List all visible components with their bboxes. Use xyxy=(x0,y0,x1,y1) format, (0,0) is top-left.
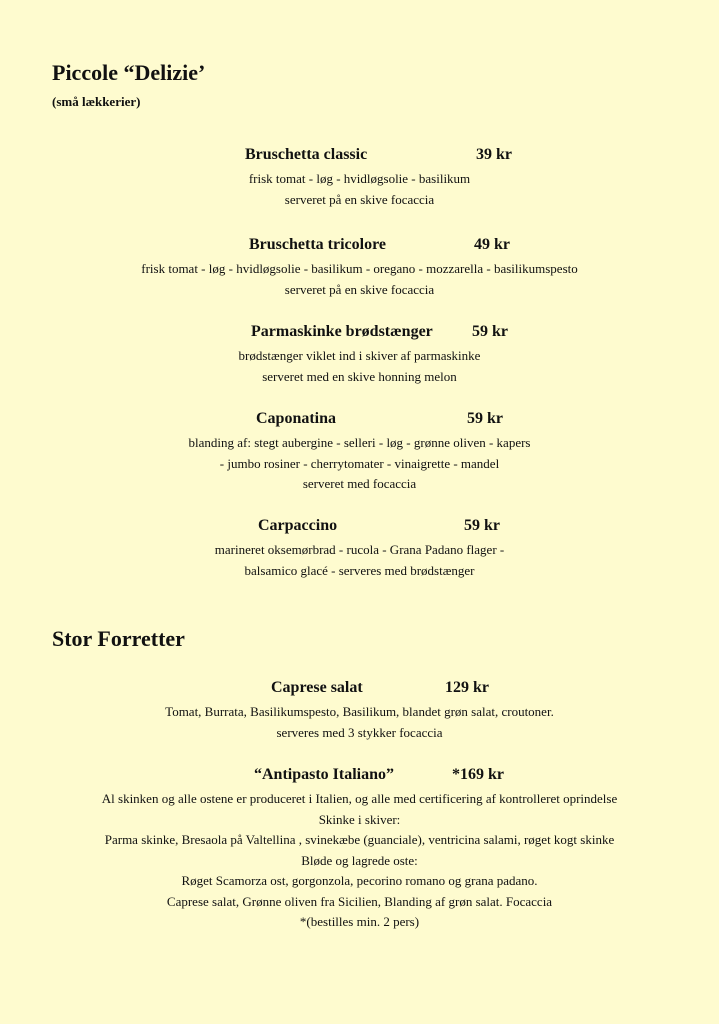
description-line: marineret oksemørbrad - rucola - Grana Padano flager - xyxy=(214,542,505,557)
description-line: Al skinken og alle ostene er produceret i Italien, og alle med certificering af kontrolleret oprindelse xyxy=(101,791,618,806)
description-line: Skinke i skiver: xyxy=(318,811,401,827)
menu-item-name: Parmaskinke brødstænger xyxy=(251,323,433,340)
description-line: Bløde og lagrede oste: xyxy=(301,852,418,868)
menu-item-description xyxy=(0,433,719,495)
description-line: *(bestilles min. 2 pers) xyxy=(299,914,420,929)
menu-item-name: Caprese salat xyxy=(271,679,363,696)
menu-item-caprese-salat xyxy=(0,678,719,743)
menu-item-name: Caponatina xyxy=(256,410,337,427)
menu-item-price: 59 kr xyxy=(472,323,508,340)
description-line: brødstænger viklet ind i skiver af parmaskinke xyxy=(238,348,481,363)
menu-item-description xyxy=(0,169,719,210)
menu-item-price: 39 kr xyxy=(476,146,512,163)
description-line: frisk tomat - løg - hvidløgsolie - basilikum - oregano - mozzarella - basilikumspesto xyxy=(141,261,578,276)
menu-item-antipasto-italiano xyxy=(0,765,719,933)
description-line: serveret på en skive focaccia xyxy=(284,281,435,297)
menu-item-parmaskinke-brodstaenger xyxy=(0,322,719,387)
menu-item-description xyxy=(0,702,719,743)
description-line: serveret med en skive honning melon xyxy=(262,368,457,384)
description-line: balsamico glacé - serveres med brødstænger xyxy=(244,562,475,578)
menu-item-caponatina xyxy=(0,409,719,495)
menu-item-bruschetta-classic xyxy=(0,145,719,210)
menu-item-name: Bruschetta classic xyxy=(245,146,368,163)
description-line: Røget Scamorza ost, gorgonzola, pecorino romano og grana padano. xyxy=(181,873,538,888)
menu-item-price: 49 kr xyxy=(474,236,510,253)
description-line: serveres med 3 stykker focaccia xyxy=(276,724,443,740)
description-line: serveret med focaccia xyxy=(302,476,417,491)
menu-item-name: Bruschetta tricolore xyxy=(249,236,386,253)
description-line: Parma skinke, Bresaola på Valtellina , svinekæbe (guanciale), ventricina salami, røget kogt skinke xyxy=(104,832,615,847)
menu-item-price: 59 kr xyxy=(467,410,503,427)
menu-item-description xyxy=(0,346,719,387)
description-line: Tomat, Burrata, Basilikumspesto, Basilikum, blandet grøn salat, croutoner. xyxy=(165,704,554,719)
section-title-stor-forretter: Stor Forretter xyxy=(52,626,185,651)
description-line: - jumbo rosiner - cherrytomater - vinaigrette - mandel xyxy=(219,455,500,471)
description-line: serveret på en skive focaccia xyxy=(284,191,435,207)
menu-item-carpaccino xyxy=(0,516,719,581)
menu-item-price: 129 kr xyxy=(445,679,489,696)
menu-item-price: 59 kr xyxy=(464,517,500,534)
menu-item-description xyxy=(0,540,719,581)
section-subtitle-smaa-laekkerier: (små lækkerier) xyxy=(52,94,141,109)
menu-item-name: “Antipasto Italiano” xyxy=(254,766,395,783)
menu-item-name: Carpaccino xyxy=(258,517,338,534)
description-line: blanding af: stegt aubergine - selleri - løg - grønne oliven - kapers xyxy=(188,435,531,450)
section-title-piccole-delizie: Piccole “Delizie’ xyxy=(52,60,206,85)
menu-item-description xyxy=(0,259,719,300)
menu-item-bruschetta-tricolore xyxy=(0,235,719,300)
menu-item-description xyxy=(0,789,719,933)
description-line: frisk tomat - løg - hvidløgsolie - basilikum xyxy=(248,171,471,186)
description-line: Caprese salat, Grønne oliven fra Sicilien, Blanding af grøn salat. Focaccia xyxy=(166,893,553,909)
menu-item-price: *169 kr xyxy=(452,766,504,783)
